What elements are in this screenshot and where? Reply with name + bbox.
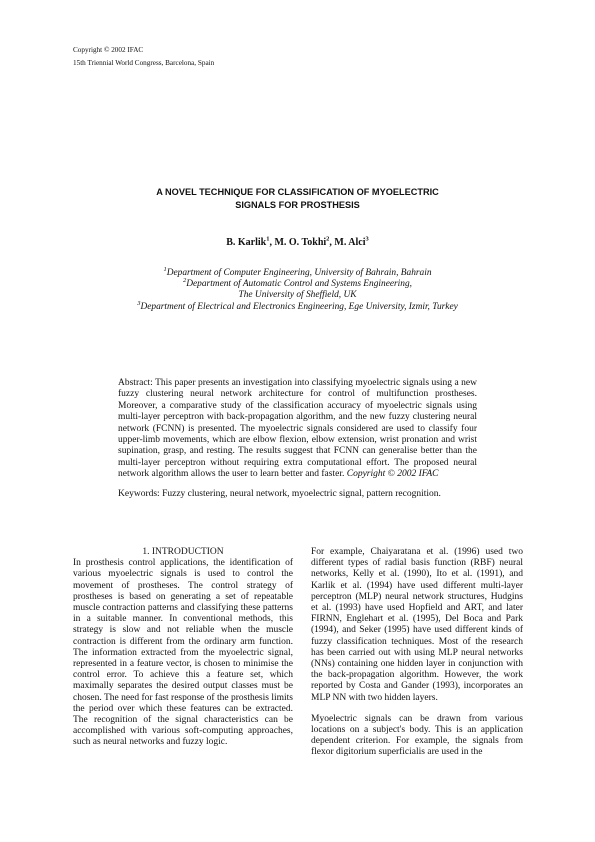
- author-affiliation-mark: 1: [266, 235, 270, 243]
- affiliation-2-cont: The University of Sheffield, UK: [238, 290, 357, 301]
- author-name: B. Karlik: [226, 237, 267, 248]
- affiliation-mark: 1: [163, 265, 167, 273]
- abstract-text: Abstract: This paper presents an investigation into classifying myoelectric signals using a new fuzzy clustering neural network architecture for control of multifunction prostheses. Moreover, a comparative study of the classification accuracy of myoelectric signals using multi-layer perceptron with back-propagation algorithm, and the new fuzzy clustering neural network (FCNN) is presented. The myoelectric signals considered are used to classify four upper-limb movements, which are elbow flexion, elbow extension, wrist pronation and wrist supination, grasp, and resting. The results suggest that FCNN can generalise better than the multi-layer perceptron without requiring extra computational effort. The proposed neural network algorithm allows the user to learn better and faster.: [118, 378, 477, 480]
- author-name: M. O. Tokhi: [274, 237, 327, 248]
- author-name: M. Alci: [334, 237, 366, 248]
- affiliation-mark: 2: [182, 277, 187, 285]
- abstract-copyright: Copyright © 2002 IFAC: [346, 469, 439, 480]
- affiliations: [0, 265, 595, 313]
- affiliation-3: [0, 299, 595, 313]
- body-paragraph: For example, Chaiyaratana et al. (1996) used two different types of radial basis function (RBF) neural networks, Kelly et al. (1990), Ito et al. (1991), and Karlik et al. (1994) have used different multi-layer perceptron (MLP) neural network structures, Hudgins et al. (1993) have used Hopfield and ART, and later FIRNN, Englehart et al. (1995), Del Boca and Park (1994), and Seker (1995) have used different kinds of fuzzy classification techniques. Most of the research has been carried out with using MLP neural networks (NNs) containing one hidden layer in conjunction with the back-propagation algorithm. However, the work reported by Costa and Gander (1993), incorporates an MLP NN with two hidden layers.: [311, 547, 523, 703]
- affiliation-mark: 3: [137, 299, 141, 307]
- title-line-2: SIGNALS FOR PROSTHESIS: [235, 200, 360, 210]
- affiliation-text: Department of Computer Engineering, University of Bahrain, Bahrain: [166, 268, 432, 278]
- affiliation-text: Department of Automatic Control and Systems Engineering,: [186, 279, 412, 290]
- author-affiliation-mark: 2: [326, 235, 330, 243]
- body-paragraph: Myoelectric signals can be drawn from various locations on a subject's body. This is an application dependent criterion. For example, the signals from flexor digitorium superficialis are used in the: [311, 713, 523, 758]
- copyright-line: Copyright © 2002 IFAC: [73, 46, 144, 54]
- author-affiliation-mark: 3: [365, 235, 369, 243]
- title-line-1: A NOVEL TECHNIQUE FOR CLASSIFICATION OF MYOELECTRIC: [156, 187, 439, 197]
- paragraph-gap: [311, 704, 523, 714]
- abstract: [118, 378, 477, 481]
- left-column: [73, 547, 293, 749]
- right-column: [311, 547, 523, 759]
- congress-line: 15th Triennial World Congress, Barcelona, Spain: [73, 59, 215, 67]
- affiliation-2: [0, 279, 595, 290]
- section-heading: 1. INTRODUCTION: [142, 547, 224, 557]
- keywords: Keywords: Fuzzy clustering, neural network, myoelectric signal, pattern recognition.: [118, 489, 441, 499]
- paper-title: [0, 186, 595, 212]
- copyright-header: [73, 44, 323, 70]
- intro-paragraph: In prosthesis control applications, the identification of various myoelectric signals is used to control the movement of prostheses. The control strategy of prostheses is based on generating a set of repeatable muscle contraction patterns and classifying these patterns in a suitable manner. In conventional methods, this strategy is slow and not reliable when the muscle contraction is different from the ordinary arm function. The information extracted from the myoelectric signal, represented in a feature vector, is chosen to minimise the control error. To achieve this a feature set, which maximally separates the desired output classes must be chosen. The need for fast response of the prosthesis limits the period over which these features can be extracted. The recognition of the signal characteristics can be accomplished with various soft-computing approaches, such as neural networks and fuzzy logic.: [73, 558, 293, 748]
- affiliation-1: [0, 265, 595, 279]
- author-list: B. Karlik$^1$, M. O. Tokhi$^2$, M. Alci$^3$: [226, 235, 369, 248]
- affiliation-text: Department of Electrical and Electronics Engineering, Ege University, Izmir, Turkey: [140, 301, 458, 312]
